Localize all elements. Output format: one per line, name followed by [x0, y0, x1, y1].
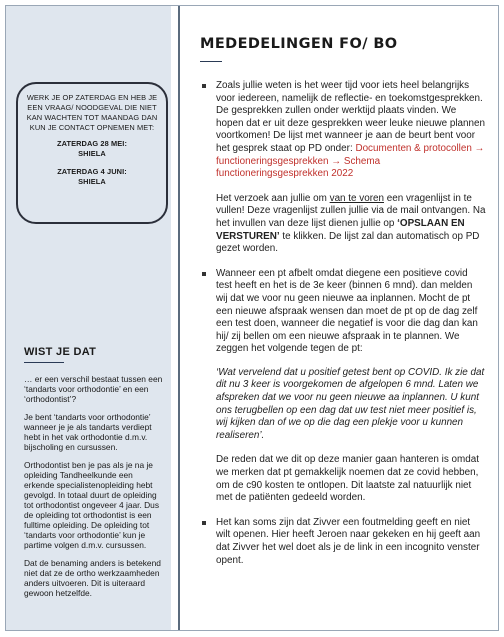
announcement-paragraph	[216, 80, 486, 181]
announcement-item	[200, 517, 486, 567]
text-fragment: Het verzoek aan jullie om	[216, 192, 330, 204]
title-underline	[200, 61, 222, 62]
wist-paragraph: Dat de benaming anders is betekend niet dat ze de ortho werkzaamheden anders uitvoeren. Dit is uiteraard gewoon hetzelfde.	[24, 558, 161, 598]
wist-je-dat-body	[24, 374, 164, 606]
announcement-paragraph: Het kan soms zijn dat Zivver een foutmelding geeft en niet wilt openen. Hier heeft Jeroen naar gekeken en hij geeft aan dat Zivver het wel doet als je de link in een incognito venster opent.	[216, 516, 481, 566]
weekend-contact-notice	[16, 82, 168, 224]
wist-paragraph: Je bent ‘tandarts voor orthodontie’ wanneer je je als tandarts verdiept hebt in het vak orthodontie d.m.v. bijscholing en cursussen.	[24, 412, 152, 452]
text-fragment: te klikken. De lijst zal dan automatisch op PD gezet worden.	[216, 230, 480, 255]
notice-date-1: ZATERDAG 28 MEI:	[56, 139, 128, 148]
page-title: MEDEDELINGEN FO/ BO	[200, 36, 398, 52]
announcement-paragraph	[216, 193, 486, 256]
bold-button-label: ‘OPSLAAN EN VERSTUREN’	[216, 217, 465, 242]
notice-date-2: ZATERDAG 4 JUNI:	[57, 167, 127, 176]
text-fragment: een vragenlijst in te vullen! Deze vragenlijst zullen jullie via de mail ontvangen. Na het invullen van deze lijst dienen jullie op	[216, 192, 486, 229]
underlined-text: van te voren	[329, 192, 384, 204]
notice-name-2: SHIELA	[78, 177, 106, 186]
patient-quote: ‘Wat vervelend dat u positief getest bent op COVID. Ik zie dat dit nu 3 keer is voorgekomen de afgelopen 6 mnd. Laten we afspreken dat we voor nu geen nieuwe aa inplannen. U kunt ons terugbellen op een dag dat uw test niet meer positief is, wij kijken dan of we op die dag een plekje voor u kunnen realiseren’.	[216, 366, 485, 441]
announcements	[200, 80, 486, 567]
wist-paragraph: … er een verschil bestaat tussen een ‘tandarts voor orthodontie’ en een ‘orthodontist’?	[24, 374, 163, 404]
announcement-item	[200, 80, 486, 256]
wist-paragraph: Orthodontist ben je pas als je na je opleiding Tandheelkunde een erkende specialistenopleiding hebt gevolgd. In totaal duurt de opleiding tot orthodontist ongeveer 4 jaar. Dus de opleiding tot orthodontist is een fulltime opleiding. De opleiding tot ‘tandarts voor orthodontie’ kun je partime volgen d.m.v. cursussen.	[24, 460, 160, 550]
bullet-icon	[202, 272, 206, 276]
wist-je-dat-title: WIST JE DAT	[24, 346, 97, 358]
notice-intro: WERK JE OP ZATERDAG EN HEB JE EEN VRAAG/ NOODGEVAL DIE NIET KAN WACHTEN TOT MAANDAG DAN KUN JE CONTACT OPNEMEN MET:	[26, 93, 158, 132]
bullet-icon	[202, 84, 206, 88]
wist-title-underline	[24, 362, 64, 363]
bullet-icon	[202, 521, 206, 525]
document-path-link[interactable]: Documenten & protocollen → functioneringsgesprekken → Schema functioneringsgesprekken 2022	[216, 142, 485, 180]
announcement-paragraph: Wanneer een pt afbelt omdat diegene een positieve covid test heeft en het is de 3e keer (binnen 6 mnd). dan melden wij dat we voor nu geen nieuwe aa inplannen. Mocht de pt een nieuwe afspraak wensen dan moet de pt op de dag zelf een test doen, wanneer die negatief is voor die dag dan kan hij/ zij bellen om een nieuwe afspraak in te plannen. We zeggen het volgende tegen de pt:	[216, 267, 478, 355]
column-divider	[178, 6, 180, 630]
announcement-paragraph: De reden dat we dit op deze manier gaan hanteren is omdat we merken dat pt gemakkelijk noemen dat ze covid hebben, om de c90 kosten te ontlopen. Dit laatste zal natuurlijk niet met de patiënten gedeeld worden.	[216, 454, 479, 504]
notice-name-1: SHIELA	[78, 149, 106, 158]
announcement-item	[200, 268, 486, 505]
reflection-text: Zoals jullie weten is het weer tijd voor iets heel belangrijks voor iedereen, namelijk de reflectie- en toekomstgesprekken. De gesprekken zullen onder werktijd plaats vinden. We hopen dat er uit deze gesprekken weer leuke nieuwe plannen voortkomen! De lijst met wanneer je aan de beurt bent voor het gesprek staat op PD onder:	[216, 80, 486, 154]
